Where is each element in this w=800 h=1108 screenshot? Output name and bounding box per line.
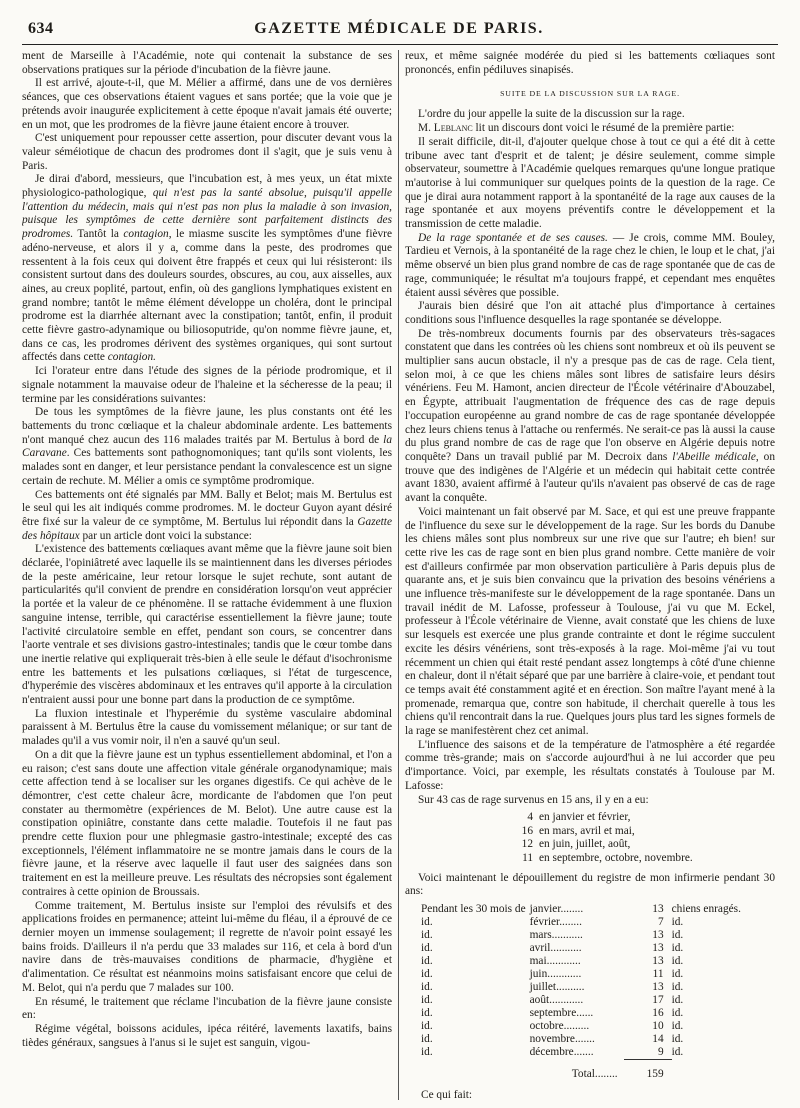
table-cell: id. — [421, 929, 433, 942]
table-cell: 13 — [652, 981, 664, 994]
paragraph: On a dit que la fièvre jaune est un typhus essentiellement abdominal, et l'on a eu raison; c'est sans doute une affection vitale générale organodynamique; mais cette affection tend à se localiser sur les organes digestifs. Ce qui achève de le démontrer, c'est cette chaleur âcre, mordicante de l'abdomen que l'on peut constater au thermomètre (expériences de M. Belot). Une autre cause est la constipation opiniâtre, constante dans cette maladie. Toutefois il ne faut pas prendre cette fluxion pour une phlegmasie gastro-intestinale; excepté des cas exceptionnels, l'élément inflammatoire ne se montre jamais dans le cours de la fièvre jaune, et la réserve avec laquelle il faut user des saignées dans son traitement en est la meilleure preuve. Les résultats des nécropsies sont également contraires à cette opinion de Broussais. — [22, 748, 392, 898]
count: 11 — [522, 852, 533, 865]
paragraph: J'aurais bien désiré que l'on ait attaché plus d'importance à certaines conditions sous l'influence desquelles la rage spontanée se développe. — [405, 300, 775, 326]
table-cell: mai............ — [529, 955, 581, 968]
table-row — [421, 994, 772, 1007]
month: novembre — [529, 1033, 575, 1046]
closing-line: Ce qui fait: — [421, 1089, 473, 1100]
table-row — [421, 929, 772, 942]
paragraph — [22, 173, 392, 365]
table-cell: id. — [671, 1046, 684, 1059]
paragraph: Régime végétal, boissons acidules, ipéca réitéré, lavements laxatifs, bains tièdes généraux, sangsues à l'anus si le sujet est sanguin, vigou- — [22, 1022, 392, 1049]
table-cell: 13 — [652, 942, 664, 955]
month: janvier — [529, 903, 561, 916]
table-cell: id. — [671, 981, 684, 994]
total-label: Total — [571, 1067, 595, 1080]
section-title: SUITE DE LA DISCUSSION SUR LA RAGE. — [500, 89, 680, 99]
table-cell — [672, 1060, 772, 1082]
text-run: Je dirai d'abord, messieurs, que l'incubation est, à mes yeux, un état mixte physiologico-pathologique, — [22, 173, 392, 200]
table-cell: 14 — [652, 1033, 664, 1046]
register-intro: Pendant les 30 mois de — [421, 903, 526, 916]
italic-run: contagion — [123, 228, 169, 241]
left-column — [22, 50, 392, 1100]
page-header — [28, 18, 770, 44]
paragraph: L'ordre du jour appelle la suite de la discussion sur la rage. — [418, 108, 685, 121]
speaker-name: M. Leblanc — [418, 122, 473, 135]
column-divider — [398, 50, 399, 1100]
table-cell: id. — [671, 1007, 684, 1020]
paragraph: Voici maintenant un fait observé par M. Sace, et qui est une preuve frappante de l'influence du sexe sur le développement de la rage. Sur les bords du Danube les chiens mâles sont plus nombreux sur une rive que sur l'autre; eh bien! sur cette rive les cas de rage sont en bien plus grand nombre. Cette manière de voir est d'ailleurs confirmée par mon observation particulière à Paris depuis plus de quarante ans, et je suis bien convaincu que la privation des besoins vénériens a une influence très-manifeste sur le développement de la rage spontanée. Dans un travail inédit de M. Lafosse, professeur à Toulouse, j'ai vu que M. Eckel, professeur à l'École vétérinaire de Vienne, avait constaté que les chiens de luxe sur lesquels est exercée une plus grande contrainte et dont le régime succulent excite les désirs vénériens, sont très-exposés à la rage. Moi-même j'ai vu tout récemment un chien qui était resté pendant assez longtemps à côté d'une chienne en chaleur, dont il n'était séparé que par une barrière à claire-voie, et pendant tout ce temps avait été constamment agité et en érection. Son maître l'ayant mené à la promenade, remarqua que, contre son habitude, il cherchait querelle à tous les chiens qu'il rencontrait dans la rue. Quelques jours plus tard les signes formels de la rage se manifestèrent chez cet animal. — [405, 505, 775, 738]
header-rule — [22, 44, 778, 45]
page-number: 634 — [28, 20, 54, 37]
count: 16 — [521, 824, 533, 837]
table-cell: août............ — [529, 994, 584, 1007]
table-row — [421, 903, 772, 916]
month: mai — [529, 955, 547, 968]
table-cell: 17 — [652, 994, 664, 1007]
month: mars — [529, 929, 552, 942]
table-row — [421, 1007, 772, 1020]
month: avril — [529, 942, 551, 955]
paragraph: Voici maintenant le dépouillement du registre de mon infirmerie pendant 30 ans: — [405, 871, 775, 898]
paragraph — [405, 328, 775, 506]
table-row — [421, 1046, 772, 1060]
list-item — [405, 825, 775, 839]
text-run: lit un discours dont voici le résumé de la première partie: — [472, 122, 735, 135]
register-table — [421, 903, 772, 1081]
table-cell: id. — [671, 968, 684, 981]
table-cell: id. — [421, 916, 433, 929]
month: août — [529, 994, 550, 1007]
count: 12 — [521, 838, 533, 851]
table-cell: id. — [671, 929, 684, 942]
paragraph — [22, 489, 392, 544]
text-run: Ces battements ont été signalés par MM. Bally et Belot; mais M. Bertulus est le seul qui les ait indiqués comme prodromes. M. le docteur Guyon ayant désiré être fixé sur la valeur de ce symptôme, M. Bertulus lui répondit dans la — [22, 488, 392, 528]
paragraph: Comme traitement, M. Bertulus insiste sur l'emploi des révulsifs et des applications froides en permanence; atteint lui-même du fléau, il a éprouvé de ce dernier moyen un immense soulagement; il regrette de n'avoir point essayé les bains froids. D'ailleurs il n'a perdu que 33 malades sur 116, et cela à bord d'un navire dans de très-mauvaises conditions de pharmacie, d'hygiène et d'alimentation. Ce résultat est néanmoins moins satisfaisant encore que celui de M. Belot, qui n'a perdu que 7 malades sur 100. — [22, 899, 392, 994]
count: 4 — [527, 811, 533, 824]
paragraph — [22, 406, 392, 488]
table-cell: id. — [421, 955, 433, 968]
paragraph: La fluxion intestinale et l'hyperémie du système vasculaire abdominal paraissent à M. Bertulus être la cause du vomissement mélanique; or sur tant de malades qu'il a vus vomir noir, il n'en a sauvé qu'un seul. — [22, 707, 392, 748]
list-item — [405, 852, 775, 866]
paragraph: L'existence des battements cœliaques avant même que la fièvre jaune soit bien déclarée, l'opiniâtreté avec laquelle ils se maintiennent dans les diverses périodes de la peste américaine, leur retour lorsque le sujet rechute, sont autant de particularités qu'il convient de prendre en considération lorsqu'on veut apprécier la portée et la valeur de ce phénomène. Il se rattache évidemment à une fluxion sanguine intense, terrible, qui caractérise essentiellement la fièvre jaune; toute l'activité circulatoire semble en effet, pendant son cours, se concentrer dans l'aorte ventrale et ses divisions gastro-intestinales; tandis que le cœur tombe dans une inertie relative qui expliquerait très-bien à elle seule le défaut d'isochronisme entre les battements et les pulsations cœliaques, si l'état de turgescence, d'hyperémie des viscères abdominaux et les entraves qu'il apporte à la circulation n'entraient aussi pour une bonne part dans la production de ce symptôme. — [22, 543, 392, 707]
text-run: — Je crois, comme MM. Bouley, Tardieu et Vernois, à la spontanéité de la rage chez le chien, le loup et le chat, j'ai même observé un bien plus grand nombre de cas de rage spontanée que de cas de rage, communiquée; le résultat m'a toujours frappé, et cependant mes enquêtes étaient aussi sévères que possible. — [405, 231, 775, 299]
month: octobre — [529, 1020, 564, 1033]
table-cell: juin............ — [529, 968, 582, 981]
paragraph: Sur 43 cas de rage survenus en 15 ans, il y en a eu: — [418, 793, 649, 806]
list-text: en mars, avril et mai, — [539, 824, 635, 837]
list-text: en janvier et février, — [539, 811, 631, 824]
table-cell: id. — [421, 1007, 433, 1020]
italic-run: l'Abeille médicale — [672, 450, 756, 463]
italic-run: qui n'est pas la santé absolue, puisqu'il appelle l'attention du médecin, mais qui n'est pas non plus la maladie à son invasion, puisque les symptômes de cette dernière sont parfaitement distincts des prodromes. — [22, 187, 392, 241]
table-cell: mars........... — [529, 929, 583, 942]
table-cell: 11 — [652, 968, 664, 981]
paragraph — [405, 122, 775, 136]
table-cell: 13 — [652, 903, 664, 916]
table-cell: 13 — [652, 955, 664, 968]
table-cell: février........ — [529, 916, 582, 929]
text-run: De tous les symptômes de la fièvre jaune, les plus constants ont été les battements du tronc cœliaque et la chaleur abdominale ardente. Les battements n'ont manqué chez aucun des 116 malades traités par M. Bertulus à bord de — [22, 406, 392, 446]
table-cell: id. — [671, 955, 684, 968]
table-row — [421, 968, 772, 981]
italic-run: la Caravane — [22, 433, 392, 460]
text-run: De très-nombreux documents fournis par des observateurs très-sagaces constatent que dans les contrées où les chiens sont nombreux et où ils peuvent se multiplier sans aucun obstacle, il n'y a presque pas de cas de rage. Cela tient, selon moi, à ce que les chiens mâles sont libres de satisfaire leurs désirs vénériens. Feu M. Hamont, ancien directeur de l'École vétérinaire d'Abouzabel, en Égypte, attribuait l'augmentation de fréquence des cas de rage depuis l'occupation européenne au grand nombre de cas de rage spontanée développée chez leurs chiens tenus à l'attache ou renfermés. Ne serait-ce pas là aussi la cause du plus grand nombre de cas de rage que l'on observe en Algérie depuis notre conquête? Dans un travail publié par M. Decroix dans — [405, 327, 775, 463]
month: septembre — [529, 1007, 577, 1020]
month: février — [529, 916, 560, 929]
text-run: , le miasme suscite les symptômes d'une fièvre adéno-nerveuse, et alors il y a, comme dans la peste, des prodromes que ressentent à la fois ceux qui doivent être frappés et ceux qui lui résisteront: ils consistent surtout dans des douleurs sourdes, obscures, au cou, aux aisselles, aux aines, au creux poplité, partout, enfin, où des ganglions lymphatiques existent en grand nombre; tantôt le même élément développe un choléra, dont le principal prodrome est la diarrhée alternant avec la constipation; tantôt, enfin, il produit cette fièvre gastro-adynamique ou biliosoputride, qu'on nomme fièvre jaune, et, dans ce cas, les prodromes dérivent des systèmes organiques, qui sont surtout affectés dans cette — [22, 228, 392, 364]
list-item — [405, 811, 775, 825]
text-run: . Ces battements sont pathognomoniques; tant qu'ils sont violents, les malades sont en danger, et leur persistance pendant la convalescence est un signe certain de rechute. M. Mélier a omis ce symptôme prodromique. — [22, 447, 392, 487]
table-cell: id. — [421, 1033, 433, 1046]
text-run: par un article dont voici la substance: — [79, 529, 252, 542]
paragraph: C'est uniquement pour repousser cette assertion, pour discuter devant vous la valeur séméiotique de chacun des prodromes dont il s'agit, que je suis venu à Paris. — [22, 132, 392, 172]
table-cell: id. — [421, 942, 433, 955]
table-cell: janvier........ — [529, 903, 584, 916]
paragraph: Il est arrivé, ajoute-t-il, que M. Mélier a affirmé, dans une de vos dernières séances, que ces observations étaient vagues et sans portée; que la voie que je prétends avoir inaugurée explicitement à cette époque n'avait jamais été ouverte; en un mot, que les prodromes de la fièvre jaune étaient encore à trouver. — [22, 77, 392, 131]
table-cell: id. — [671, 994, 684, 1007]
table-cell: novembre....... — [529, 1033, 595, 1046]
table-cell — [421, 1060, 530, 1082]
table-cell: juillet.......... — [529, 981, 585, 994]
table-cell: id. — [671, 1033, 684, 1046]
table-row — [421, 916, 772, 929]
table-cell: 10 — [652, 1020, 664, 1033]
table-cell: id. — [671, 916, 684, 929]
journal-title: GAZETTE MÉDICALE DE PARIS. — [254, 20, 544, 37]
italic-run: Gazette des hôpitaux — [22, 515, 392, 542]
paragraph: Il serait difficile, dit-il, d'ajouter quelque chose à tout ce qui a été dit à cette tribune avec tant d'esprit et de talent; je désire seulement, comme simple observateur, soumettre à l'Académie quelques remarques qu'une longue pratique m'autorise à lui communiquer sur quelques points de la question de la rage. Ce que je dirai aura notamment rapport à la spontanéité de la rage aux causes de la rage spontanée et aux moyens préventifs contre le développement et la transmission de cette maladie. — [405, 135, 775, 231]
text-run: Tantôt la — [73, 228, 124, 241]
table-cell — [421, 903, 530, 916]
table-cell: Total........ — [571, 1067, 618, 1080]
table-cell: 13 — [652, 929, 664, 942]
table-row — [421, 955, 772, 968]
table-cell: 16 — [652, 1007, 664, 1020]
table-cell: id. — [421, 968, 433, 981]
right-column — [405, 50, 775, 1100]
table-cell: id. — [421, 981, 433, 994]
table-cell: id. — [671, 1020, 684, 1033]
table-cell: avril........... — [529, 942, 582, 955]
table-cell: décembre....... — [529, 1046, 594, 1059]
list-item — [405, 838, 775, 852]
list-text: en septembre, octobre, novembre. — [539, 852, 693, 865]
table-row — [421, 1020, 772, 1033]
paragraph: L'influence des saisons et de la température de l'atmosphère a été regardée comme très-grande; mais on s'accorde aujourd'hui à ne lui accorder que peu d'importance. Voici, par exemple, les résultats constatés à Toulouse par M. Lafosse: — [405, 738, 775, 792]
table-cell: id. — [421, 1020, 433, 1033]
total-row — [421, 1060, 772, 1082]
table-cell: 9 — [657, 1046, 664, 1059]
table-cell: octobre......... — [529, 1020, 590, 1033]
month: juillet — [529, 981, 557, 994]
table-row — [421, 981, 772, 994]
paragraph — [405, 232, 775, 301]
total-value: 159 — [624, 1060, 672, 1082]
month: juin — [529, 968, 548, 981]
table-cell: chiens enragés. — [671, 903, 741, 916]
paragraph: ment de Marseille à l'Académie, note qui contenait la substance de ses observations pratiques sur la période d'incubation de la fièvre jaune. — [22, 50, 392, 76]
paragraph: reux, et même saignée modérée du pied si les battements cœliaques sont prononcés, enfin pédiluves sinapisés. — [405, 50, 775, 76]
table-row — [421, 942, 772, 955]
paragraph: Ici l'orateur entre dans l'étude des signes de la période prodromique, et il signale notamment la mauvaise odeur de l'haleine et la sécheresse de la peau; il termine par les considérations suivantes: — [22, 365, 392, 405]
table-cell: 7 — [657, 916, 664, 929]
season-list — [405, 811, 775, 865]
list-text: en juin, juillet, août, — [539, 838, 631, 851]
italic-run: contagion. — [107, 351, 156, 364]
text-run: , on trouve que des indigènes de l'Algérie et un médecin qui habitait cette contrée avant 1830, avaient affirmé à l'auteur qu'ils n'avaient pas observé de cas de rage avant la conquête. — [405, 450, 775, 505]
table-row — [421, 1033, 772, 1046]
month: décembre — [529, 1046, 574, 1059]
table-cell: septembre...... — [529, 1007, 594, 1020]
subsection-heading: De la rage spontanée et de ses causes. — [418, 231, 608, 244]
table-cell: id. — [421, 1046, 433, 1059]
paragraph: En résumé, le traitement que réclame l'incubation de la fièvre jaune consiste en: — [22, 995, 392, 1022]
table-cell: id. — [421, 994, 433, 1007]
table-cell: id. — [671, 942, 684, 955]
